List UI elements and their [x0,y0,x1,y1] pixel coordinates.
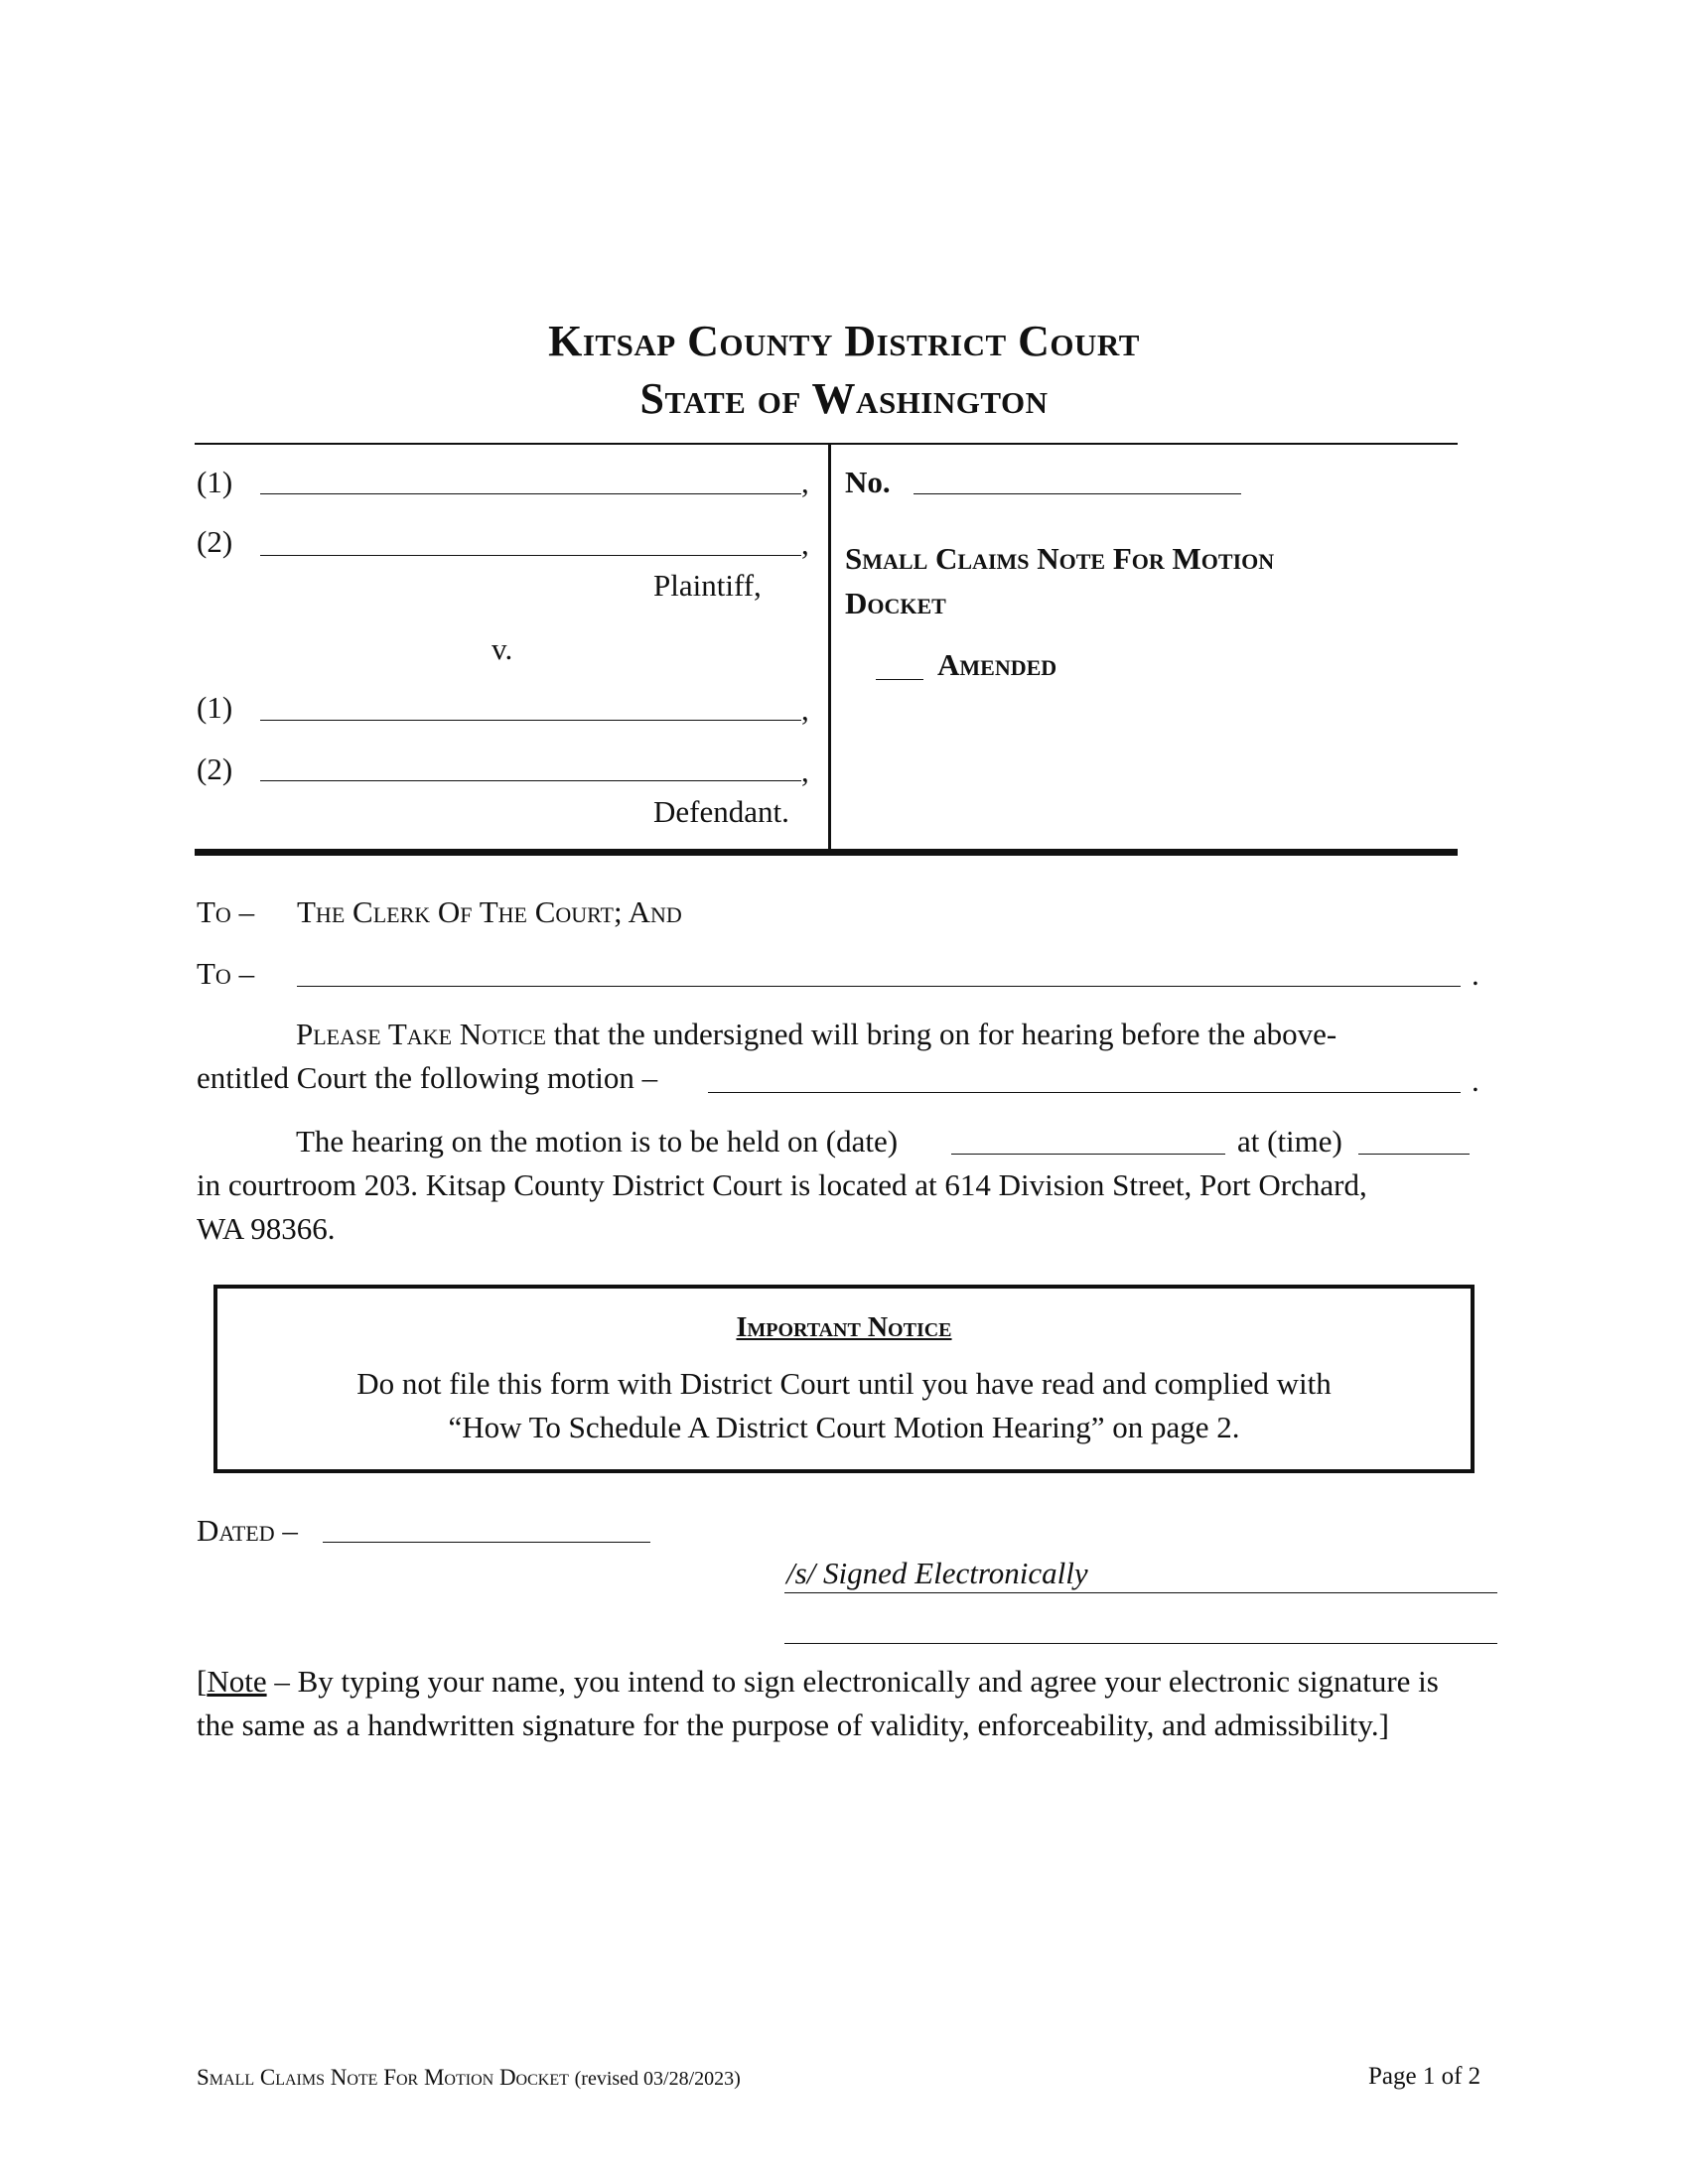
motion-period: . [1472,1063,1479,1098]
footer-title: Small Claims Note For Motion Docket [197,2065,569,2090]
to-label-2: To – [197,956,255,991]
defendant-1-number: (1) [197,690,233,725]
to-recipient-period: . [1472,957,1479,992]
caption-divider [828,443,831,850]
defendant-1-comma: , [801,692,809,727]
caption-top-rule [195,443,1458,445]
to-recipient-field[interactable] [297,986,1461,987]
document-title-line1: Small Claims Note For Motion [845,541,1275,576]
defendant-2-number: (2) [197,751,233,786]
state-name: State of Washington [639,374,1049,423]
footer-form-title [197,2065,741,2091]
plaintiff-1-comma: , [801,465,809,499]
note-label: Note [207,1664,267,1699]
plaintiff-2-number: (2) [197,524,233,559]
note-line2: the same as a handwritten signature for the purpose of validity, enforceability, and admissibility.] [197,1707,1389,1742]
dated-field[interactable] [323,1542,650,1543]
note-text: – By typing your name, you intend to sign electronically and agree your electronic signature is [266,1664,1439,1699]
case-number-field[interactable] [914,493,1241,494]
plaintiff-1-number: (1) [197,465,233,499]
caption-bottom-rule [195,849,1458,856]
dated-label: Dated – [197,1513,298,1548]
note-line1 [197,1666,1439,1697]
important-notice-box [213,1285,1475,1473]
amended-checkbox-line[interactable] [876,679,923,680]
defendant-1-field[interactable] [260,720,801,721]
to-label-1: To – [197,894,255,929]
defendant-2-comma: , [801,753,809,788]
page-number: Page 1 of 2 [1368,2063,1481,2090]
plaintiff-label: Plaintiff, [653,568,762,603]
plaintiff-1-field[interactable] [260,493,801,494]
important-notice-heading: Important Notice [736,1312,952,1343]
amended-label: Amended [937,647,1057,682]
plaintiff-2-field[interactable] [260,555,801,556]
important-notice-line1: Do not file this form with District Court until you have read and complied with [356,1366,1332,1401]
hearing-time-field[interactable] [1358,1154,1470,1155]
notice-paragraph-line2: entitled Court the following motion – [197,1060,658,1095]
note-bracket: [ [197,1664,208,1699]
defendant-label: Defendant. [653,794,789,829]
hearing-location-line: in courtroom 203. Kitsap County District Court is located at 614 Division Street, Port Orchard, [197,1167,1367,1202]
case-number-label: No. [845,465,891,499]
hearing-zip-line: WA 98366. [197,1211,336,1246]
hearing-date-field[interactable] [951,1154,1225,1155]
electronic-signature-text: /s/ Signed Electronically [786,1556,1088,1590]
footer-revised: (revised 03/28/2023) [574,2068,741,2090]
plaintiff-2-comma: , [801,526,809,561]
please-take-notice: Please Take Notice [296,1017,546,1051]
defendant-2-field[interactable] [260,780,801,781]
signature-line[interactable] [784,1592,1497,1593]
versus-label: v. [492,631,513,666]
printed-name-line[interactable] [784,1643,1497,1644]
important-notice-line2: “How To Schedule A District Court Motion Hearing” on page 2. [448,1410,1240,1444]
notice-text: that the undersigned will bring on for hearing before the above- [545,1017,1337,1051]
notice-paragraph-line1 [296,1019,1336,1049]
hearing-time-text: at (time) [1237,1124,1342,1159]
hearing-date-text: The hearing on the motion is to be held on (date) [296,1124,899,1159]
clerk-of-court: The Clerk Of The Court; And [297,894,682,929]
motion-field[interactable] [708,1092,1461,1093]
court-name: Kitsap County District Court [548,317,1140,365]
document-title-line2: Docket [845,586,946,620]
